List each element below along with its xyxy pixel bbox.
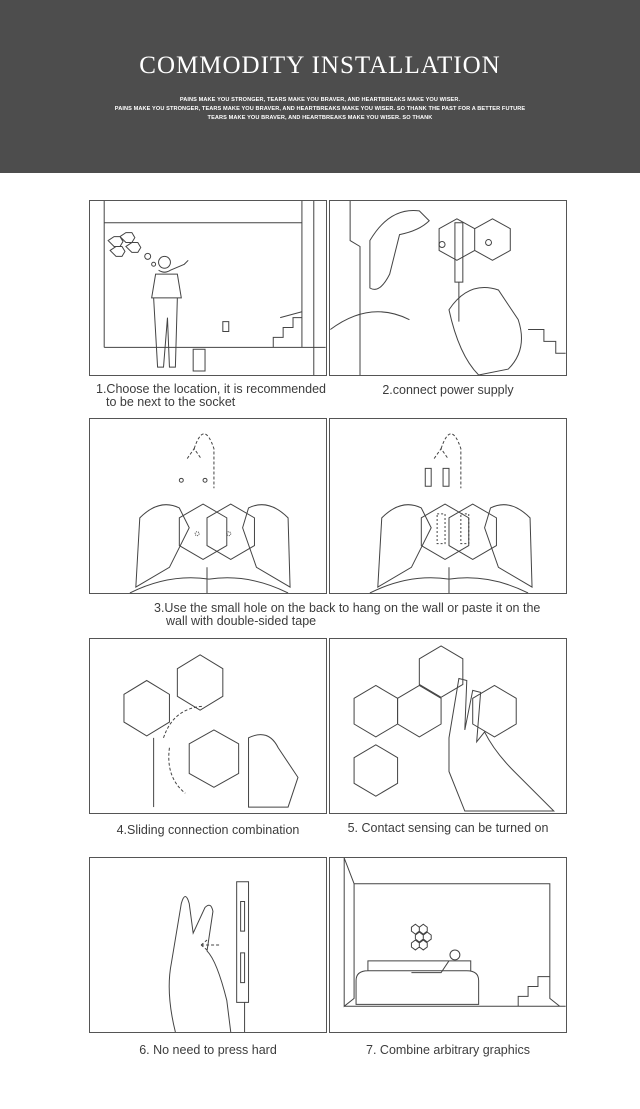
step3-caption-line1: 3.Use the small hole on the back to hang on the wall or paste it on the <box>154 601 541 615</box>
step6-caption: 6. No need to press hard <box>139 1043 277 1057</box>
step7-illustration <box>329 857 567 1033</box>
step6-illustration <box>89 857 327 1033</box>
step3-illustration-tape <box>329 418 567 594</box>
subtitle-line-1: PAINS MAKE YOU STRONGER, TEARS MAKE YOU BRAVER, AND HEARTBREAKS MAKE YOU WISER. <box>179 97 461 103</box>
header-banner <box>0 0 640 173</box>
step1-caption-line2: to be next to the socket <box>106 395 236 409</box>
step4-caption: 4.Sliding connection combination <box>116 823 300 837</box>
step3-caption-line2: wall with double-sided tape <box>166 614 317 628</box>
step2-illustration <box>329 200 567 376</box>
step1-caption-line1: 1.Choose the location, it is recommended <box>96 382 326 396</box>
step3-illustration-hole <box>89 418 327 594</box>
step5-illustration <box>329 638 567 814</box>
page-title: COMMODITY INSTALLATION <box>139 52 501 79</box>
step5-caption: 5. Contact sensing can be turned on <box>347 821 549 835</box>
step4-illustration <box>89 638 327 814</box>
subtitle-line-2: PAINS MAKE YOU STRONGER, TEARS MAKE YOU BRAVER, AND HEARTBREAKS MAKE YOU WISER. SO THANK THE PAST FOR A BETTER FUTURE <box>114 106 526 112</box>
subtitle-line-3: TEARS MAKE YOU BRAVER, AND HEARTBREAKS MAKE YOU WISER. SO THANK <box>207 115 433 121</box>
step2-caption: 2.connect power supply <box>382 383 514 397</box>
step1-illustration <box>89 200 327 376</box>
step7-caption: 7. Combine arbitrary graphics <box>366 1043 530 1057</box>
